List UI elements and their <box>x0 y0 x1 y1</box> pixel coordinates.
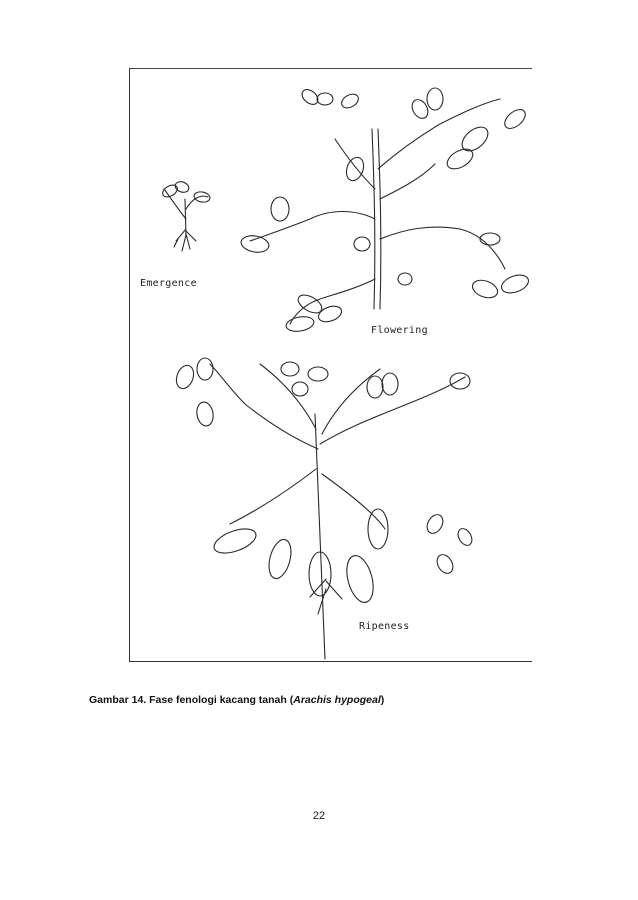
caption-prefix: Gambar 14. Fase fenologi kacang tanah ( <box>89 694 294 706</box>
label-flowering: Flowering <box>371 325 428 336</box>
figure-caption <box>89 694 384 706</box>
caption-scientific-name: Arachis hypogeal <box>293 694 381 706</box>
caption-suffix: ) <box>380 694 385 706</box>
page-number: 22 <box>312 810 326 822</box>
peanut-phenology-illustration <box>130 69 533 663</box>
figure-frame <box>129 68 532 662</box>
ripeness-plant <box>173 358 474 659</box>
label-ripeness: Ripeness <box>359 621 410 632</box>
emergence-seedling <box>161 180 211 251</box>
label-emergence: Emergence <box>140 278 197 289</box>
flowering-plant <box>240 87 531 334</box>
